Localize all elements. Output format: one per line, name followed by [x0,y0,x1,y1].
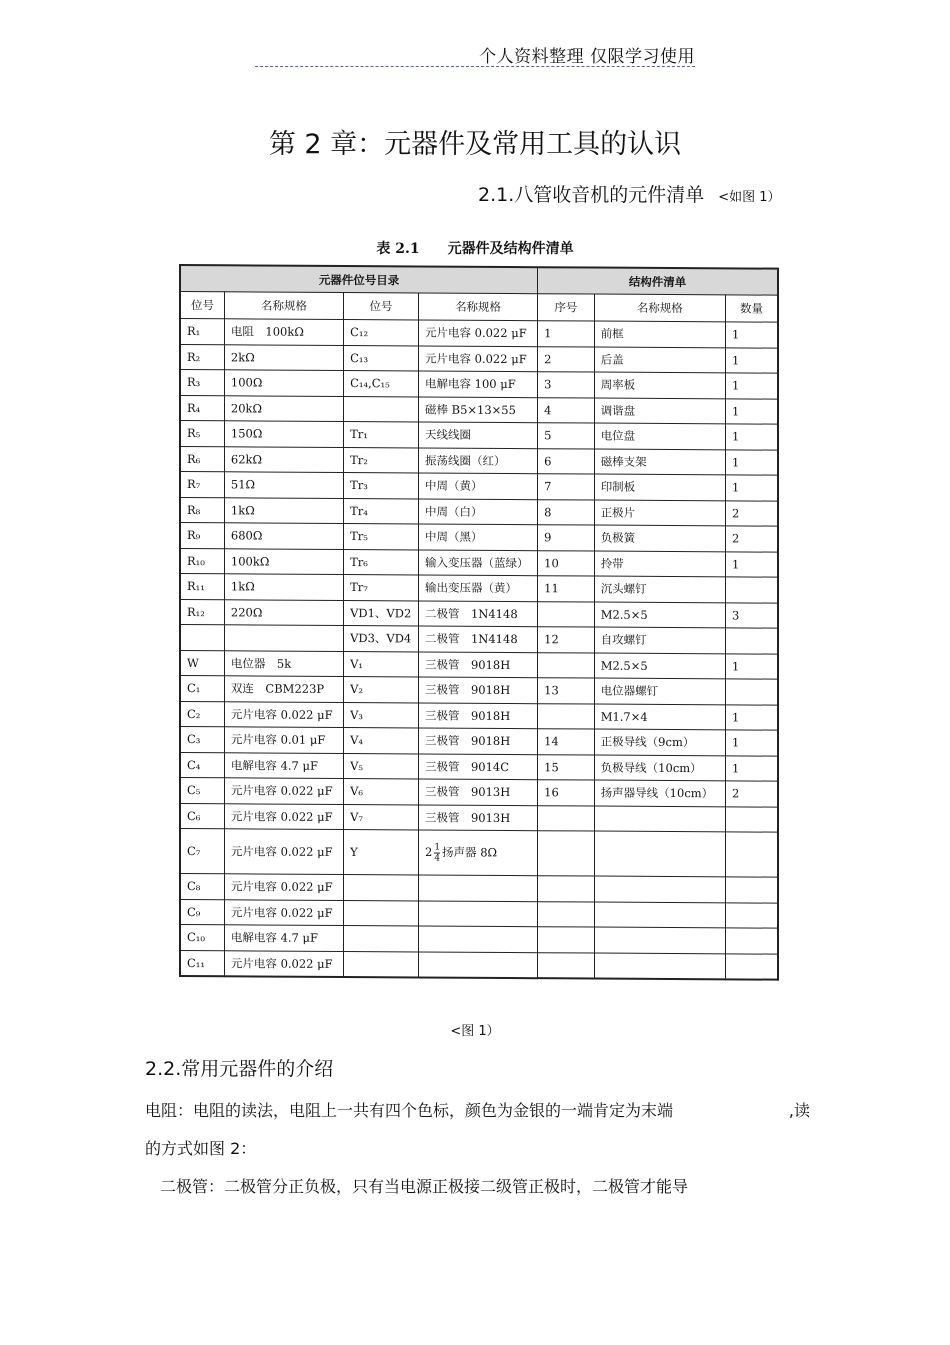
table-cell: 中周（白） [418,498,537,524]
table-cell: 天线线圈 [418,422,537,448]
table-cell: Tr₁ [344,422,419,448]
table-cell: 1kΩ [224,574,343,600]
table-cell [418,926,537,952]
table-cell: 1 [725,730,778,756]
table-cell: V₁ [344,651,419,677]
paragraph-reading-method: 的方式如图 2： [145,1139,257,1158]
table-cell: 三极管 9018H [418,728,537,754]
table-cell: 元片电容 0.01 μF [224,727,343,753]
table-cell: M2.5×5 [594,602,725,628]
table-cell: 1 [725,449,778,475]
table-cell: 输出变压器（黄） [418,575,537,601]
table-cell: 电解电容 4.7 μF [224,752,343,778]
column-header: 位号 [180,292,224,319]
table-cell: C₁₁ [180,950,224,976]
group-header-structure: 结构件清单 [538,267,778,295]
table-cell: 元片电容 0.022 μF [224,950,343,977]
column-header: 名称规格 [224,292,343,320]
table-cell: 后盖 [594,347,725,373]
table-cell: 前框 [594,321,725,347]
table-cell: 输入变压器（蓝绿） [418,549,537,575]
table-cell: 4 [538,397,595,423]
table-row [180,950,778,980]
table-cell: 1 [725,424,778,450]
table-cell: 中周（黄） [418,473,537,499]
table-row [180,548,778,577]
table-cell: 负极簧 [594,525,725,551]
table-cell [725,832,778,877]
table-cell: 1 [725,347,778,373]
table-cell [418,875,537,901]
table-cell: 正极导线（9cm） [594,729,725,755]
table-cell: 元片电容 0.022 μF [224,778,343,804]
table-cell: 100Ω [224,370,343,396]
table-row [180,421,778,450]
table-cell: 元片电容 0.022 μF [224,829,343,875]
table-cell: C₁₀ [180,925,224,951]
table-cell [344,900,419,926]
table-cell: 7 [538,474,595,500]
table-cell: 5 [538,423,595,449]
column-header: 位号 [344,293,419,320]
table-cell [538,952,595,978]
table-cell [538,652,595,678]
speaker-size-fraction [434,842,440,863]
table-cell: 印制板 [594,474,725,500]
table-row [180,446,778,475]
table-cell: 10 [538,550,595,576]
table-cell: 62kΩ [224,446,343,472]
table-cell: R₁₀ [180,548,224,574]
table-cell: 中周（黑） [418,524,537,550]
table-cell [725,928,778,954]
figure-caption: <图 1） [450,1024,500,1039]
table-cell [594,876,725,902]
table-cell: Tr₅ [344,524,419,550]
table-cell [725,577,778,603]
table-cell: V₆ [344,779,419,805]
section-heading-2-1 [478,180,781,207]
table-row [180,925,778,954]
table-cell: 沉头螺钉 [594,576,725,602]
table-cell: VD1、VD2 [344,600,419,626]
table-row [180,497,778,526]
table-cell: C₄ [180,752,224,778]
table-cell: 100kΩ [224,548,343,574]
table-title: 元器件及结构件清单 [447,241,574,257]
table-cell: Tr₂ [344,447,419,473]
table-cell: 1 [725,398,778,424]
table-cell: W [180,650,224,676]
table-cell [594,953,725,980]
table-cell: 拎带 [594,551,725,577]
table-cell [725,902,778,928]
speaker-size-whole: 2 [424,844,433,859]
table-cell: C₁ [180,676,224,702]
table-cell: 元片电容 0.022 μF [224,874,343,900]
table-cell: R₁₁ [180,574,224,600]
table-cell: VD3、VD4 [344,626,419,652]
table-cell [344,875,419,901]
paragraph-diode: 二极管：二极管分正负极，只有当电源正极接二级管正极时，二极管才能导 [160,1177,689,1196]
table-cell: 1 [725,551,778,577]
table-cell: 三极管 9018H [418,702,537,728]
section-title: 2.1.八管收音机的元件清单 [478,184,705,206]
table-cell [538,927,595,953]
group-header-components: 元器件位号目录 [180,265,538,294]
table-cell: 1 [725,755,778,781]
table-cell: 振荡线圈（红） [418,447,537,473]
table-cell: C₃ [180,727,224,753]
table-cell: 三极管 9013H [418,779,537,805]
table-cell: Y [344,830,419,875]
table-cell: 1 [538,321,595,347]
table-cell: 元片电容 0.022 μF [224,899,343,925]
column-header: 序号 [538,294,595,321]
table-cell: 20kΩ [224,395,343,421]
table-cell: C₈ [180,874,224,900]
table-cell: C₇ [180,829,224,874]
table-cell [538,805,595,831]
table-cell: 2 [725,781,778,807]
table-cell [538,831,595,876]
table-cell: 磁棒支架 [594,449,725,475]
table-cell: 6 [538,448,595,474]
table-cell: 三极管 9018H [418,677,537,703]
table-cell: M2.5×5 [594,653,725,679]
table-cell: 元片电容 0.022 μF [418,320,537,346]
table-cell: V₅ [344,753,419,779]
table-cell: V₄ [344,728,419,754]
table-cell: 双连 CBM223P [224,676,343,702]
table-cell [418,900,537,926]
table-cell: 三极管 9013H [418,804,537,830]
table-cell: 11 [538,576,595,602]
table-caption [0,238,950,258]
table-cell [725,806,778,832]
column-header: 名称规格 [418,293,537,321]
table-cell: 磁棒 B5×13×55 [418,396,537,422]
paragraph-resistor [145,1098,810,1121]
table-cell [418,951,537,978]
table-cell: 2 [538,346,595,372]
table-cell: C₁₃ [344,345,419,371]
table-cell [725,679,778,705]
table-cell [344,951,419,977]
table-row [180,701,778,730]
table-cell: 3 [725,602,778,628]
table-cell: 元片电容 0.022 μF [224,803,343,829]
table-row [180,344,778,373]
table-row [180,899,778,928]
table-cell: 电阻 100kΩ [224,319,343,345]
table-cell: 1kΩ [224,497,343,523]
table-cell: 元片电容 0.022 μF [224,701,343,727]
table-cell: 220Ω [224,599,343,625]
table-cell: C₂ [180,701,224,727]
table-cell: 电解电容 4.7 μF [224,925,343,951]
table-cell: 元片电容 0.022 μF [418,345,537,371]
table-cell: 2kΩ [224,344,343,370]
table-cell: 自攻螺钉 [594,627,725,653]
table-cell: 二极管 1N4148 [418,626,537,652]
section-heading-2-2: 2.2.常用元器件的介绍 [145,1058,334,1080]
table-cell: 8 [538,499,595,525]
table-cell [344,396,419,422]
table-cell: 3 [538,372,595,398]
table-cell: 电位盘 [594,423,725,449]
table-row [180,395,778,424]
table-cell [224,625,343,651]
table-cell: 13 [538,678,595,704]
table-row [180,874,778,903]
table-cell [725,877,778,903]
table-cell: Tr₆ [344,549,419,575]
table-row [180,829,778,878]
table-cell: R₃ [180,370,224,396]
table-cell: R₁₂ [180,599,224,625]
table-row [180,803,778,832]
table-cell: 1 [725,322,778,348]
table-row [180,650,778,679]
table-cell: R₇ [180,472,224,498]
table-cell [418,830,537,876]
table-cell [594,806,725,832]
table-cell: 三极管 9018H [418,651,537,677]
table-cell: 三极管 9014C [418,753,537,779]
table-cell [725,628,778,654]
table-row [180,319,778,348]
paragraph-tail: ,读 [788,1101,810,1120]
table-row [180,625,778,654]
header-text: 个人资料整理 仅限学习使用 [479,47,695,67]
table-cell: Tr₇ [344,575,419,601]
table-cell: 电解电容 100 μF [418,371,537,397]
speaker-label: 扬声器 8Ω [442,844,498,859]
table-row [180,778,778,807]
table-cell: 51Ω [224,472,343,498]
table-cell: R₄ [180,395,224,421]
table-cell [538,901,595,927]
table-cell [594,927,725,953]
table-cell: C₁₄,C₁₅ [344,371,419,397]
table-cell: 12 [538,627,595,653]
table-cell: 15 [538,754,595,780]
paragraph-text: 电阻：电阻的读法，电阻上一共有四个色标，颜色为金银的一端肯定为末端 [145,1101,674,1120]
table-row [180,676,778,705]
table-cell: R₅ [180,421,224,447]
fraction-denominator: 4 [434,853,441,864]
table-cell [538,876,595,902]
table-cell: 正极片 [594,500,725,526]
table-cell: 14 [538,729,595,755]
table-cell [538,601,595,627]
table-cell: C₅ [180,778,224,804]
table-cell: 二极管 1N4148 [418,600,537,626]
table-cell: 扬声器导线（10cm） [594,780,725,806]
table-cell: C₆ [180,803,224,829]
table-row [180,727,778,756]
column-header: 数量 [725,295,778,322]
figure-reference: <如图 1） [718,190,781,205]
table-row [180,472,778,501]
table-number: 表 2.1 [376,241,420,257]
table-cell: R₆ [180,446,224,472]
table-cell: 1 [725,373,778,399]
table-cell: 2 [725,500,778,526]
table-cell: R₉ [180,523,224,549]
table-row [180,574,778,603]
table-cell: C₉ [180,899,224,925]
table-cell: R₂ [180,344,224,370]
table-cell: 150Ω [224,421,343,447]
table-row [180,599,778,628]
table-row [180,370,778,399]
table-cell: R₁ [180,319,224,345]
table-cell [594,831,725,877]
table-cell: 1 [725,704,778,730]
column-header: 名称规格 [594,294,725,322]
table-cell: Tr₃ [344,473,419,499]
table-cell [594,902,725,928]
table-cell: 负极导线（10cm） [594,755,725,781]
table-row [180,752,778,781]
table-row [180,523,778,552]
table-cell: 2 [725,526,778,552]
chapter-title: 第 2 章：元器件及常用工具的认识 [268,129,682,160]
table-cell: V₂ [344,677,419,703]
table-cell: 调谐盘 [594,398,725,424]
table-cell: M1.7×4 [594,704,725,730]
table-cell [180,625,224,651]
table-cell: 周率板 [594,372,725,398]
table-cell [344,926,419,952]
table-cell: 1 [725,653,778,679]
table-cell [725,953,778,979]
table-cell: 16 [538,780,595,806]
fraction-numerator: 1 [434,842,441,853]
table-cell: V₃ [344,702,419,728]
table-cell: 9 [538,525,595,551]
table-cell: 电位器 5k [224,650,343,676]
table-cell: Tr₄ [344,498,419,524]
table-cell: 1 [725,475,778,501]
component-table [179,264,779,981]
table-cell: R₈ [180,497,224,523]
table-cell: 电位器螺钉 [594,678,725,704]
page-header [255,42,695,67]
table-cell [538,703,595,729]
table-cell: C₁₂ [344,320,419,346]
table-cell: 680Ω [224,523,343,549]
table-cell: V₇ [344,804,419,830]
